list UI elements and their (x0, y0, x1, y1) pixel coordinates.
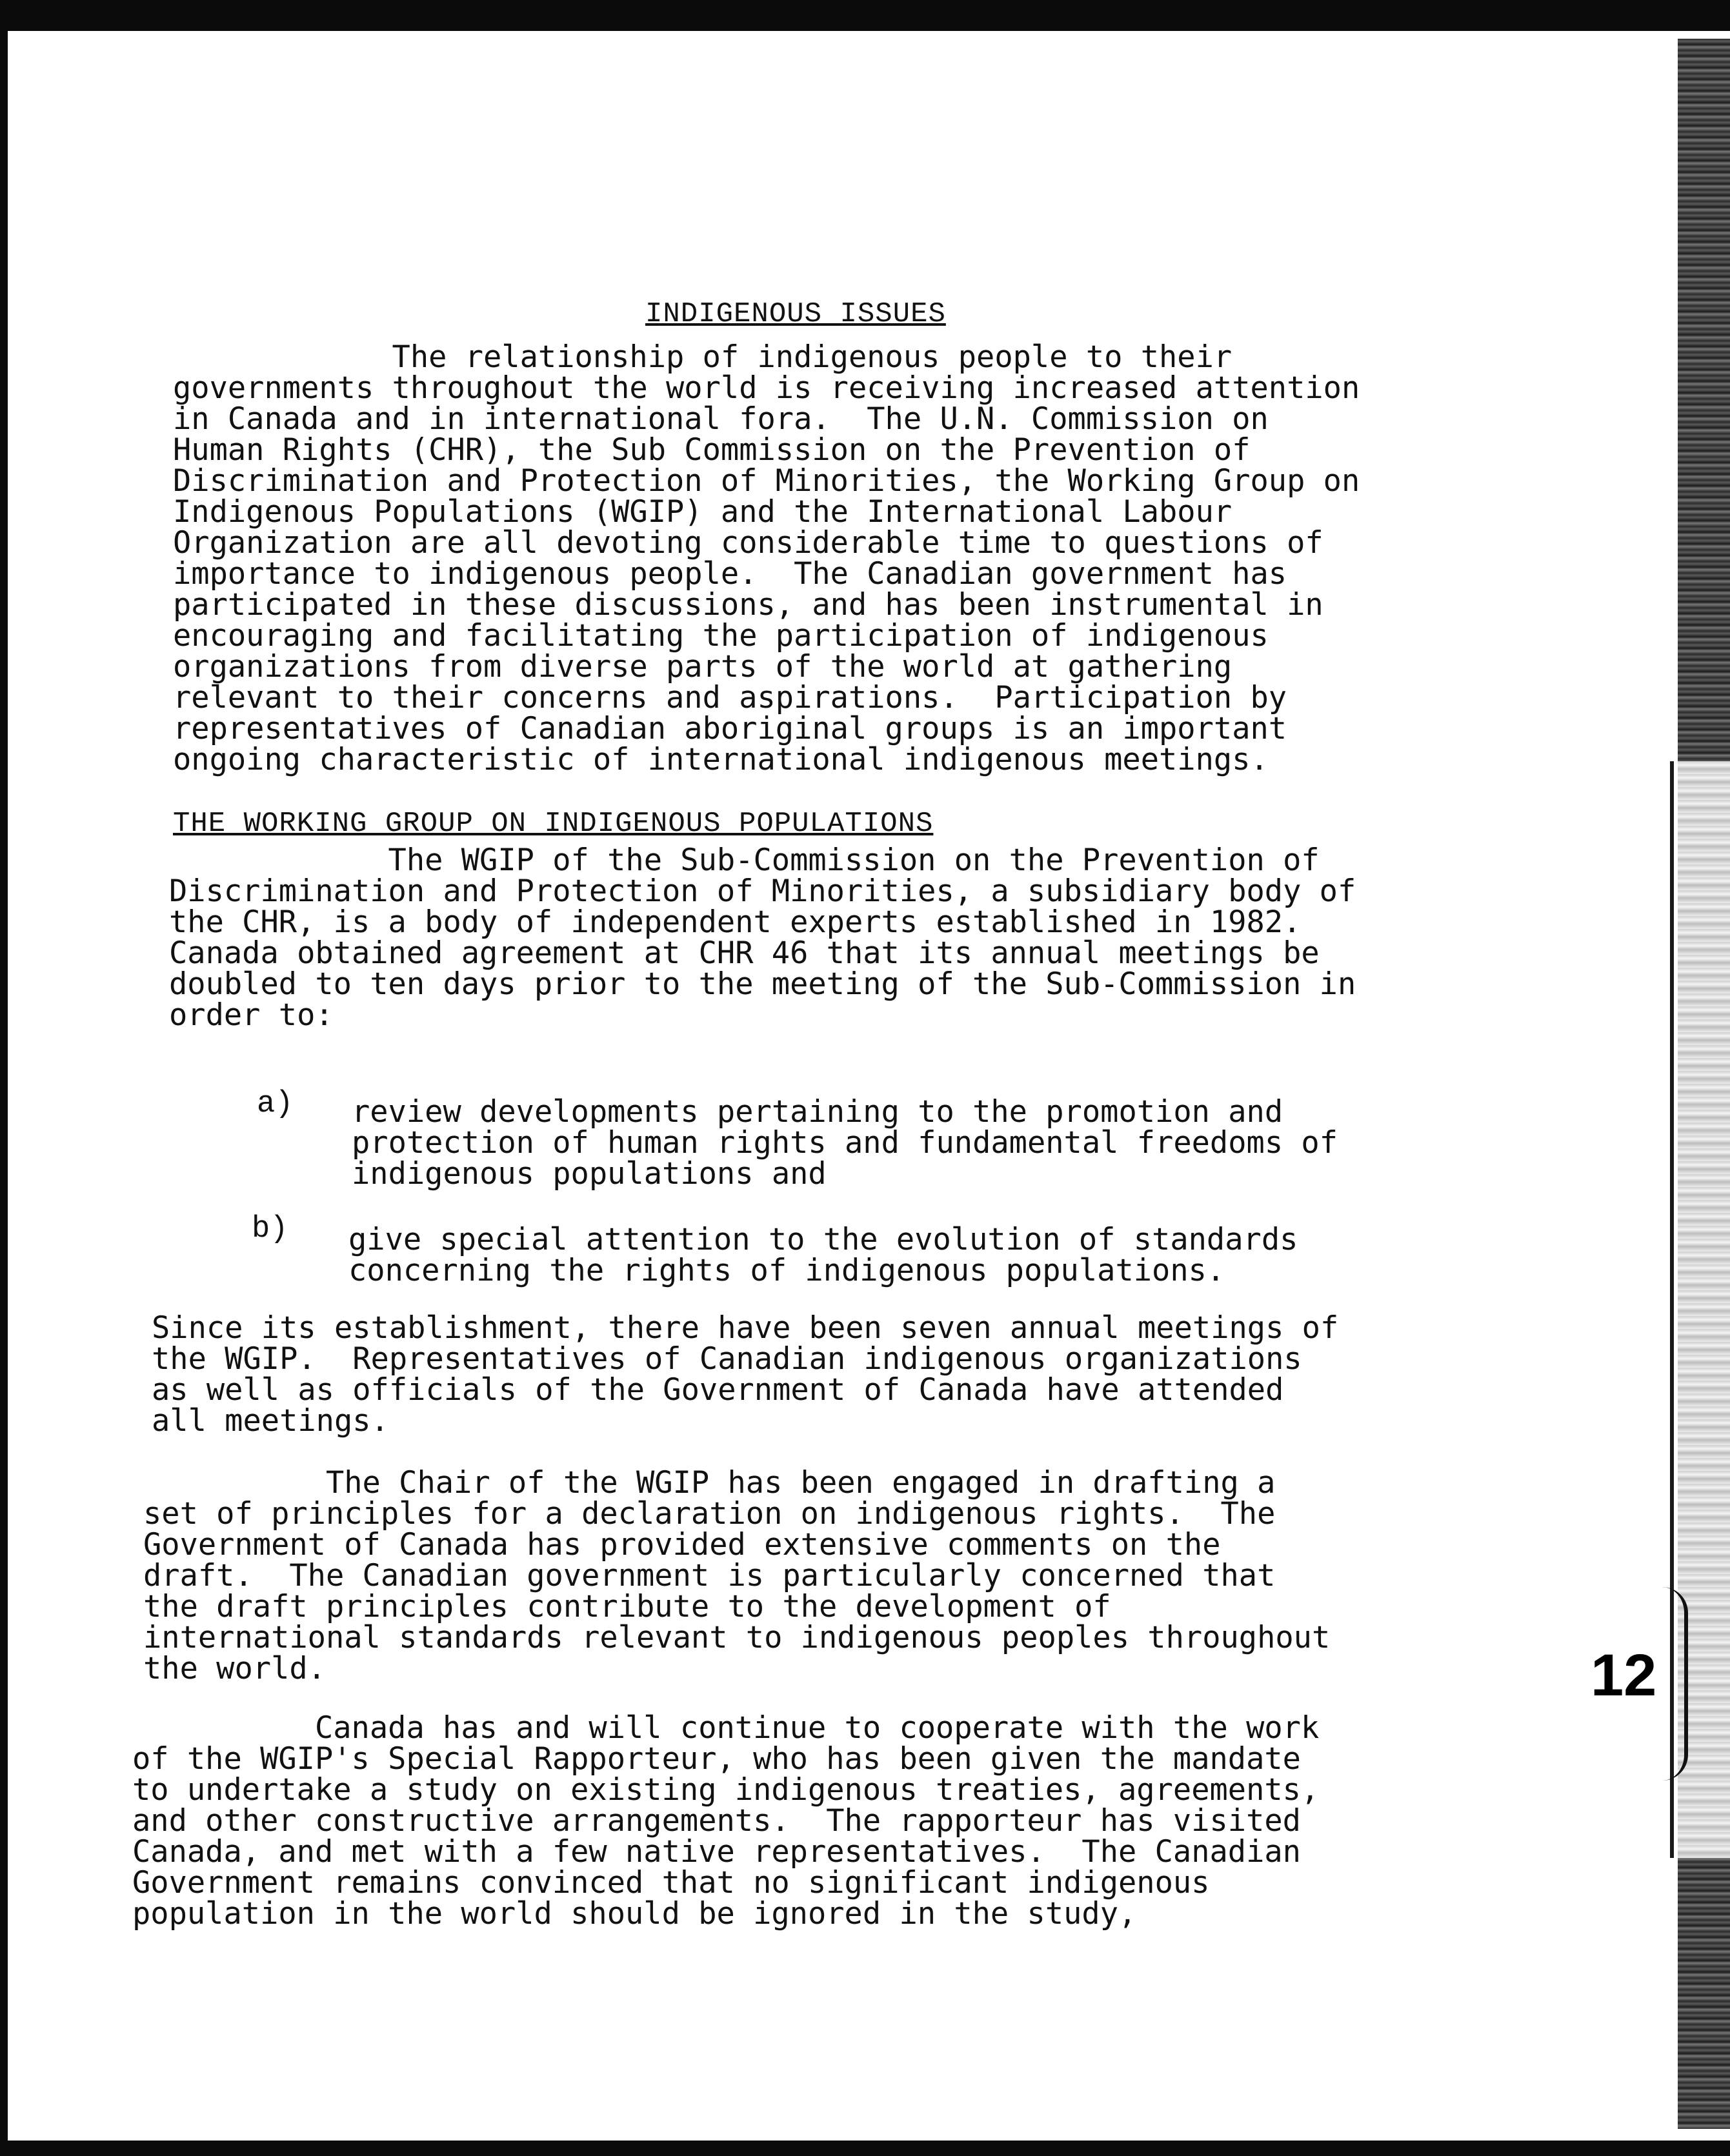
since-paragraph: Since its establishment, there have been seven annual meetings of the WGIP. Representatives of Canadian indigenous organizations as well as officials of the Government of Canada have attended all meetings. (152, 1310, 1339, 1439)
list-item-a-label: a) (257, 1087, 294, 1121)
list-item-b-text: give special attention to the evolution of standards concerning the rights of indigenous populations. (348, 1222, 1298, 1288)
page-title: INDIGENOUS ISSUES (645, 298, 946, 330)
page-number: 12 (1591, 1642, 1657, 1708)
canada-paragraph: Canada has and will continue to cooperate with the work of the WGIP's Special Rapporteur, who has been given the mandate to undertake a study on existing indigenous treaties, agreements, and other constructive arrangements. The rapporteur has visited Canada, and met with a few native representatives. The Canadian Government remains convinced that no significant indigenous population in the world should be ignored in the study, (132, 1710, 1320, 1931)
chair-paragraph: The Chair of the WGIP has been engaged in drafting a set of principles for a declaration on indigenous rights. The Government of Canada has provided extensive comments on the draft. The Canadian government is particularly concerned that the draft principles contribute to the development of international standards relevant to indigenous peoples throughout the world. (143, 1465, 1331, 1686)
list-item-b-label: b) (252, 1212, 288, 1246)
scan-left-border (0, 0, 8, 2156)
wgip-paragraph: The WGIP of the Sub-Commission on the Prevention of Discrimination and Protection of Minorities, a subsidiary body of the CHR, is a body of independent experts established in 1982. Canada obtained agreement at CHR 46 that its annual meetings be doubled to ten days prior to the meeting of the Sub-Commission in order to: (169, 843, 1356, 1033)
intro-paragraph: The relationship of indigenous people to their governments throughout the world is receiving increased attention in Canada and in international fora. The U.N. Commission on Human Rights (CHR), the Sub Commission on the Prevention of Discrimination and Protection of Minorities, the Working Group on Indigenous Populations (WGIP) and the International Labour Organization are all devoting considerable time to questions of importance to indigenous people. The Canadian government has participated in these discussions, and has been instrumental in encouraging and facilitating the participation of indigenous organizations from diverse parts of the world at gathering relevant to their concerns and aspirations. Participation by representatives of Canadian aboriginal groups is an important ongoing characteristic of international indigenous meetings. (173, 339, 1360, 777)
tab-bracket (1658, 1587, 1688, 1781)
scan-top-border (0, 0, 1730, 31)
list-item-a-text: review developments pertaining to the promotion and protection of human rights and fundamental freedoms of indigenous populations and (352, 1094, 1338, 1192)
section-heading: THE WORKING GROUP ON INDIGENOUS POPULATIONS (173, 808, 934, 840)
scan-bottom-border (0, 2141, 1730, 2156)
